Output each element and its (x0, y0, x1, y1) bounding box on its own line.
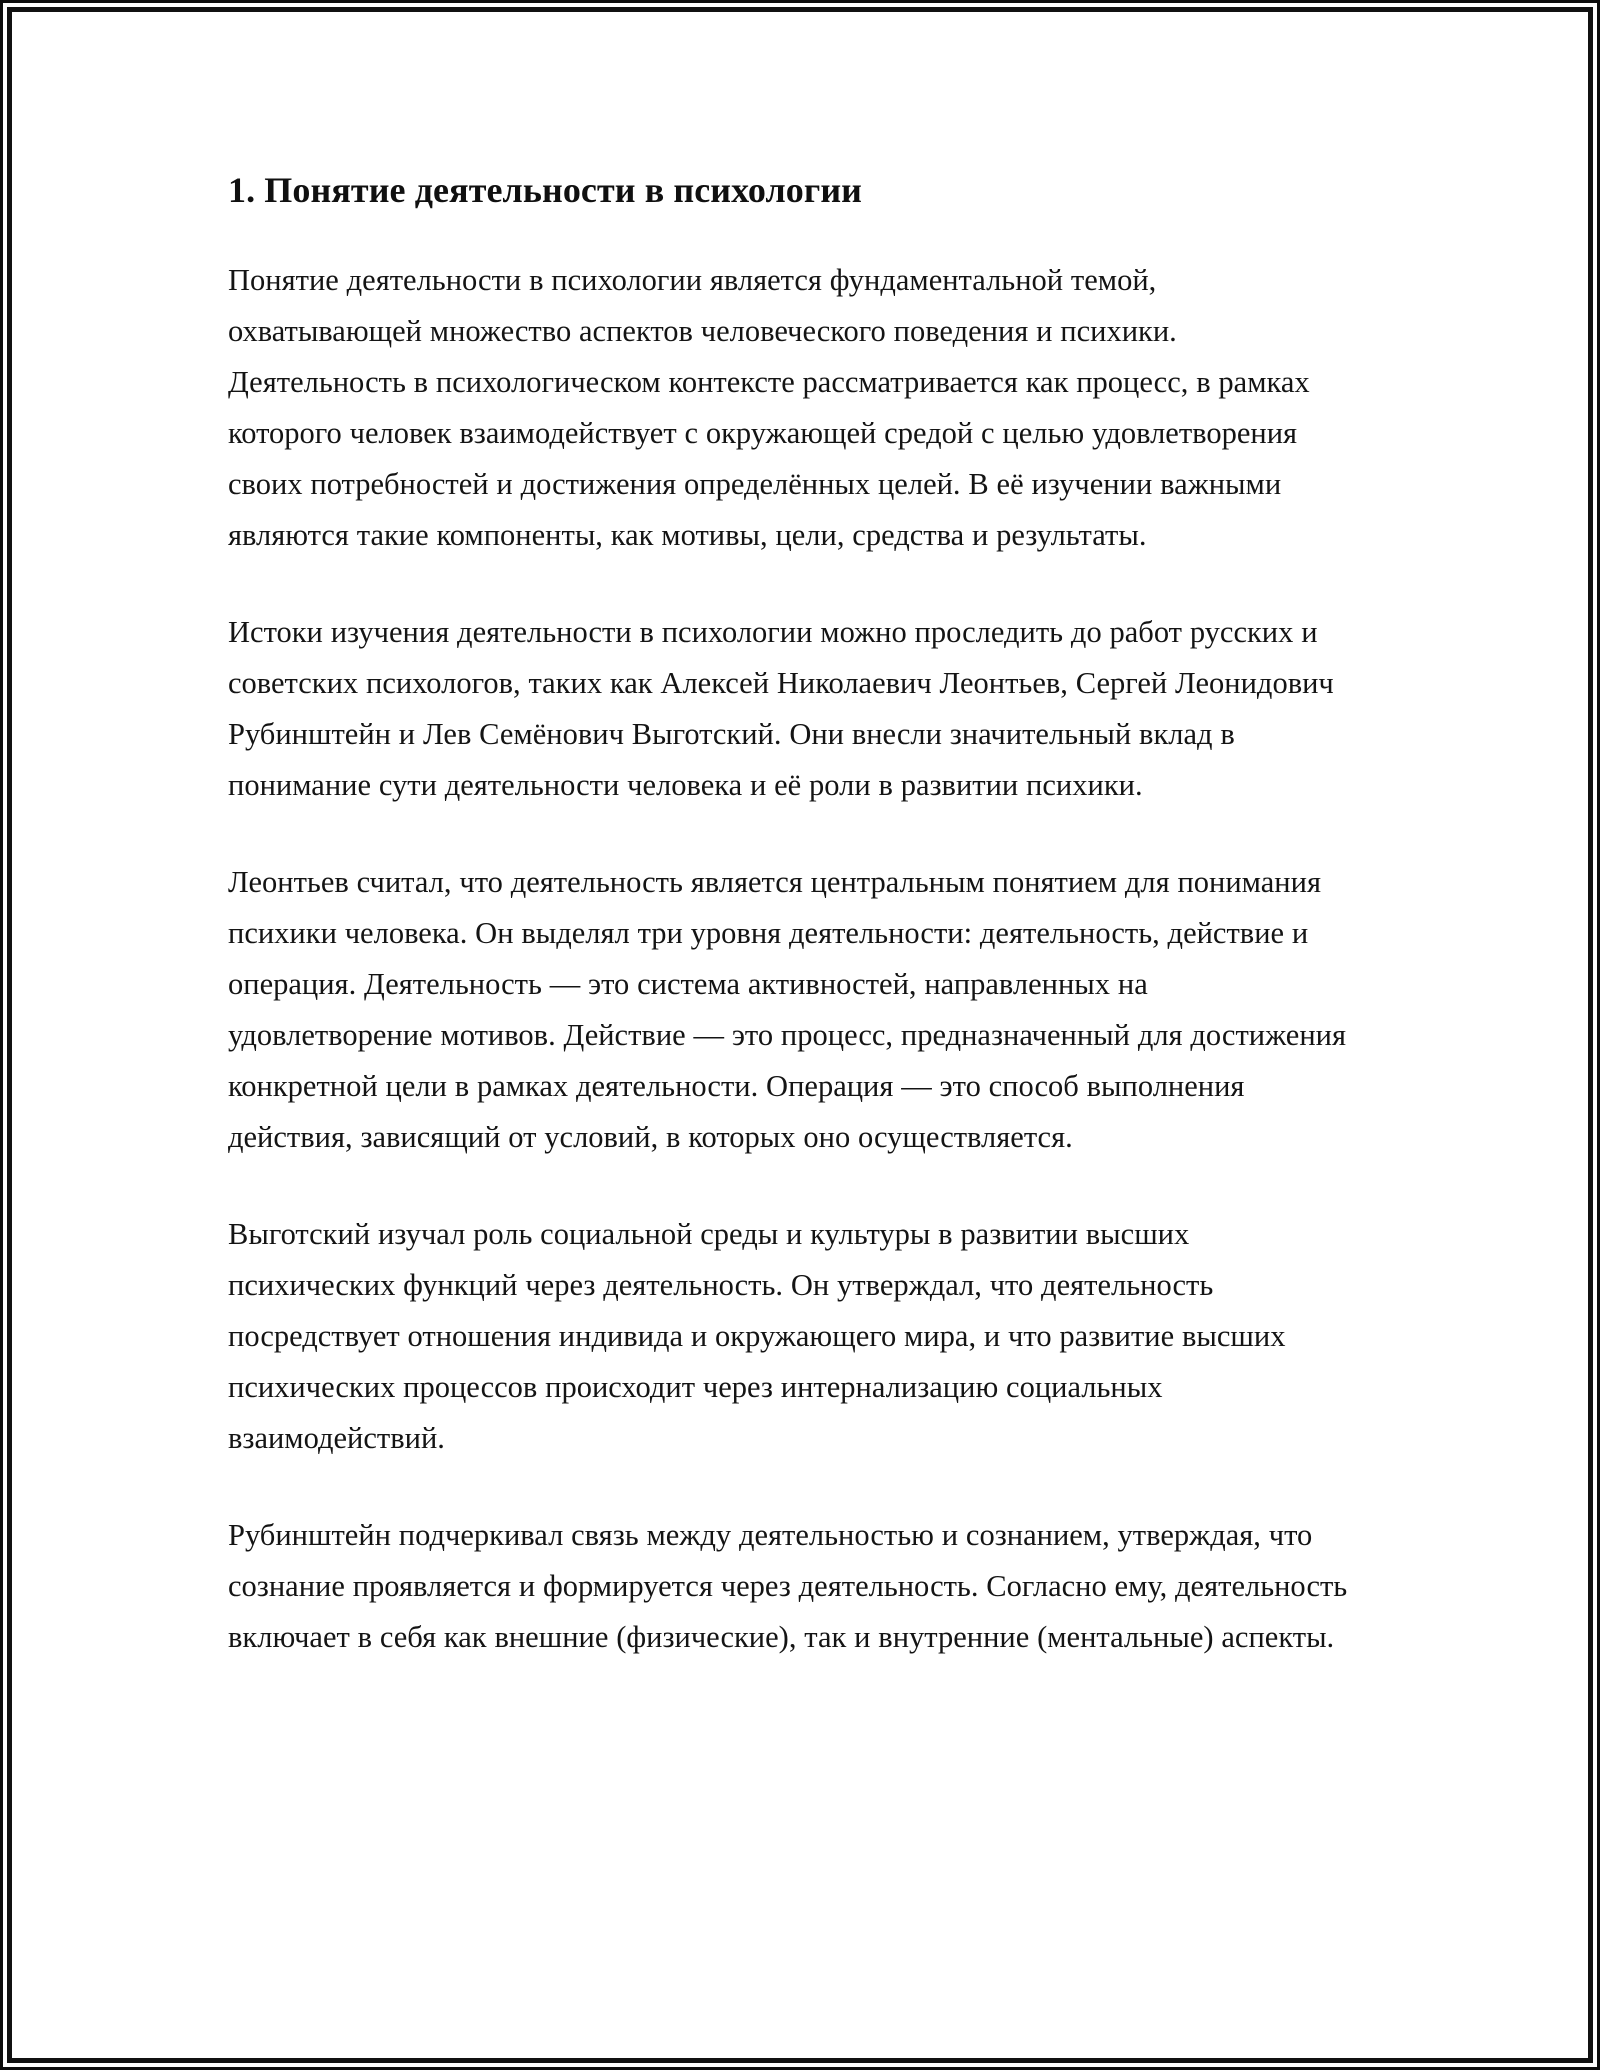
body-paragraph-2: Истоки изучения деятельности в психологии можно проследить до работ русских и советских психологов, таких как Алексей Николаевич Леонтьев, Сергей Леонидович Рубинштейн и Лев Семёнович Выготский. Они внесли значительный вклад в понимание сути деятельности человека и её роли в развитии психики. (228, 615, 1334, 802)
body-paragraph-5: Рубинштейн подчеркивал связь между деятельностью и сознанием, утверждая, что сознание проявляется и формируется через деятельность. Согласно ему, деятельность включает в себя как внешние (физические), так и внутренние (ментальные) аспекты. (228, 1518, 1348, 1654)
body-paragraph-1: Понятие деятельности в психологии является фундаментальной темой, охватывающей множество аспектов человеческого поведения и психики. Деятельность в психологическом контексте рассматривается как процесс, в рамках которого человек взаимодействует с окружающей средой с целью удовлетворения своих потребностей и достижения определённых целей. В её изучении важными являются такие компоненты, как мотивы, цели, средства и результаты. (228, 263, 1310, 552)
document-body (228, 168, 1358, 1663)
page-title: 1. Понятие деятельности в психологии (228, 170, 863, 210)
body-paragraph-4: Выготский изучал роль социальной среды и культуры в развитии высших психических функций через деятельность. Он утверждал, что деятельность посредствует отношения индивида и окружающего мира, и что развитие высших психических процессов происходит через интернализацию социальных взаимодействий. (228, 1217, 1286, 1455)
body-paragraph-3: Леонтьев считал, что деятельность является центральным понятием для понимания психики человека. Он выделял три уровня деятельности: деятельность, действие и операция. Деятельность — это система активностей, направленных на удовлетворение мотивов. Действие — это процесс, предназначенный для достижения конкретной цели в рамках деятельности. Операция — это способ выполнения действия, зависящий от условий, в которых оно осуществляется. (228, 865, 1347, 1154)
